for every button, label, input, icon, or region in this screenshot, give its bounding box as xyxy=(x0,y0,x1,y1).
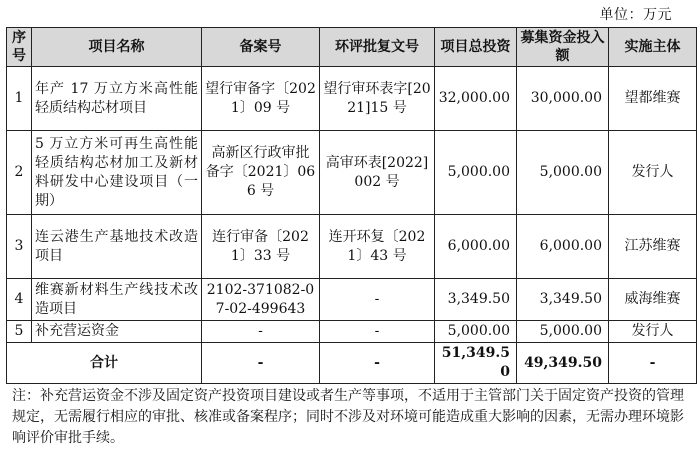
cell-project-name: 补充营运资金 xyxy=(32,321,202,343)
cell-project-name: 5 万立方米可再生高性能轻质结构芯材加工及新材料研发中心建设项目（一期） xyxy=(32,131,202,215)
cell-filing-number: 高新区行政审批备字〔2021〕066 号 xyxy=(202,131,320,215)
cell-project-name: 维赛新材料生产线技术改造项目 xyxy=(32,279,202,321)
cell-raised-funds: 5,000.00 xyxy=(517,131,609,215)
cell-total-investment: 5,000.00 xyxy=(435,321,517,343)
footnote: 注：补充营运资金不涉及固定资产投资项目建设或者生产等事项，不适用于主管部门关于固定资产投资的管理规定，无需履行相应的审批、核准或备案程序；同时不涉及对环境可能造成重大影响的因素，无需办理环境影响评价审批手续。 xyxy=(12,388,684,446)
cell-implementing-entity: 望都维赛 xyxy=(609,67,697,131)
header-implementing-entity: 实施主体 xyxy=(609,28,697,67)
cell-implementing-entity: 发行人 xyxy=(609,321,697,343)
cell-project-name: 连云港生产基地技术改造项目 xyxy=(32,215,202,279)
cell-total-investment: 6,000.00 xyxy=(435,215,517,279)
unit-label: 单位：万元 xyxy=(599,7,672,23)
cell-seq: 2 xyxy=(7,131,32,215)
cell-filing-number: 连行审备〔2021〕33 号 xyxy=(202,215,320,279)
cell-seq: 3 xyxy=(7,215,32,279)
cell-filing-number: - xyxy=(202,321,320,343)
cell-project-name: 年产 17 万立方米高性能轻质结构芯材项目 xyxy=(32,67,202,131)
total-investment: 51,349.50 xyxy=(435,343,517,384)
header-seq: 序号 xyxy=(7,28,32,67)
cell-raised-funds: 6,000.00 xyxy=(517,215,609,279)
total-env: - xyxy=(320,343,435,384)
total-entity: - xyxy=(609,343,697,384)
total-label: 合计 xyxy=(7,343,202,384)
table-row xyxy=(7,215,697,279)
cell-filing-number: 2102-371082-07-02-499643 xyxy=(202,279,320,321)
cell-env-approval: 连开环复〔2021〕43 号 xyxy=(320,215,435,279)
total-row xyxy=(7,343,697,384)
cell-raised-funds: 5,000.00 xyxy=(517,321,609,343)
cell-env-approval: 望行审环表字[2021]15 号 xyxy=(320,67,435,131)
cell-seq: 5 xyxy=(7,321,32,343)
cell-filing-number: 望行审备字〔2021〕09 号 xyxy=(202,67,320,131)
header-env-approval: 环评批复文号 xyxy=(320,28,435,67)
header-raised-funds: 募集资金投入额 xyxy=(517,28,609,67)
table-row xyxy=(7,67,697,131)
cell-implementing-entity: 威海维赛 xyxy=(609,279,697,321)
cell-env-approval: - xyxy=(320,279,435,321)
table-row xyxy=(7,131,697,215)
fund-use-table xyxy=(6,27,697,384)
cell-total-investment: 5,000.00 xyxy=(435,131,517,215)
header-row xyxy=(7,28,697,67)
header-project-name: 项目名称 xyxy=(32,28,202,67)
cell-raised-funds: 3,349.50 xyxy=(517,279,609,321)
cell-env-approval: 高审环表[2022]002 号 xyxy=(320,131,435,215)
cell-env-approval: - xyxy=(320,321,435,343)
total-filing: - xyxy=(202,343,320,384)
cell-implementing-entity: 发行人 xyxy=(609,131,697,215)
table-row xyxy=(7,279,697,321)
header-total-investment: 项目总投资 xyxy=(435,28,517,67)
cell-implementing-entity: 江苏维赛 xyxy=(609,215,697,279)
header-filing-number: 备案号 xyxy=(202,28,320,67)
cell-raised-funds: 30,000.00 xyxy=(517,67,609,131)
total-raised-funds: 49,349.50 xyxy=(517,343,609,384)
cell-seq: 4 xyxy=(7,279,32,321)
cell-total-investment: 3,349.50 xyxy=(435,279,517,321)
cell-total-investment: 32,000.00 xyxy=(435,67,517,131)
table-row xyxy=(7,321,697,343)
cell-seq: 1 xyxy=(7,67,32,131)
